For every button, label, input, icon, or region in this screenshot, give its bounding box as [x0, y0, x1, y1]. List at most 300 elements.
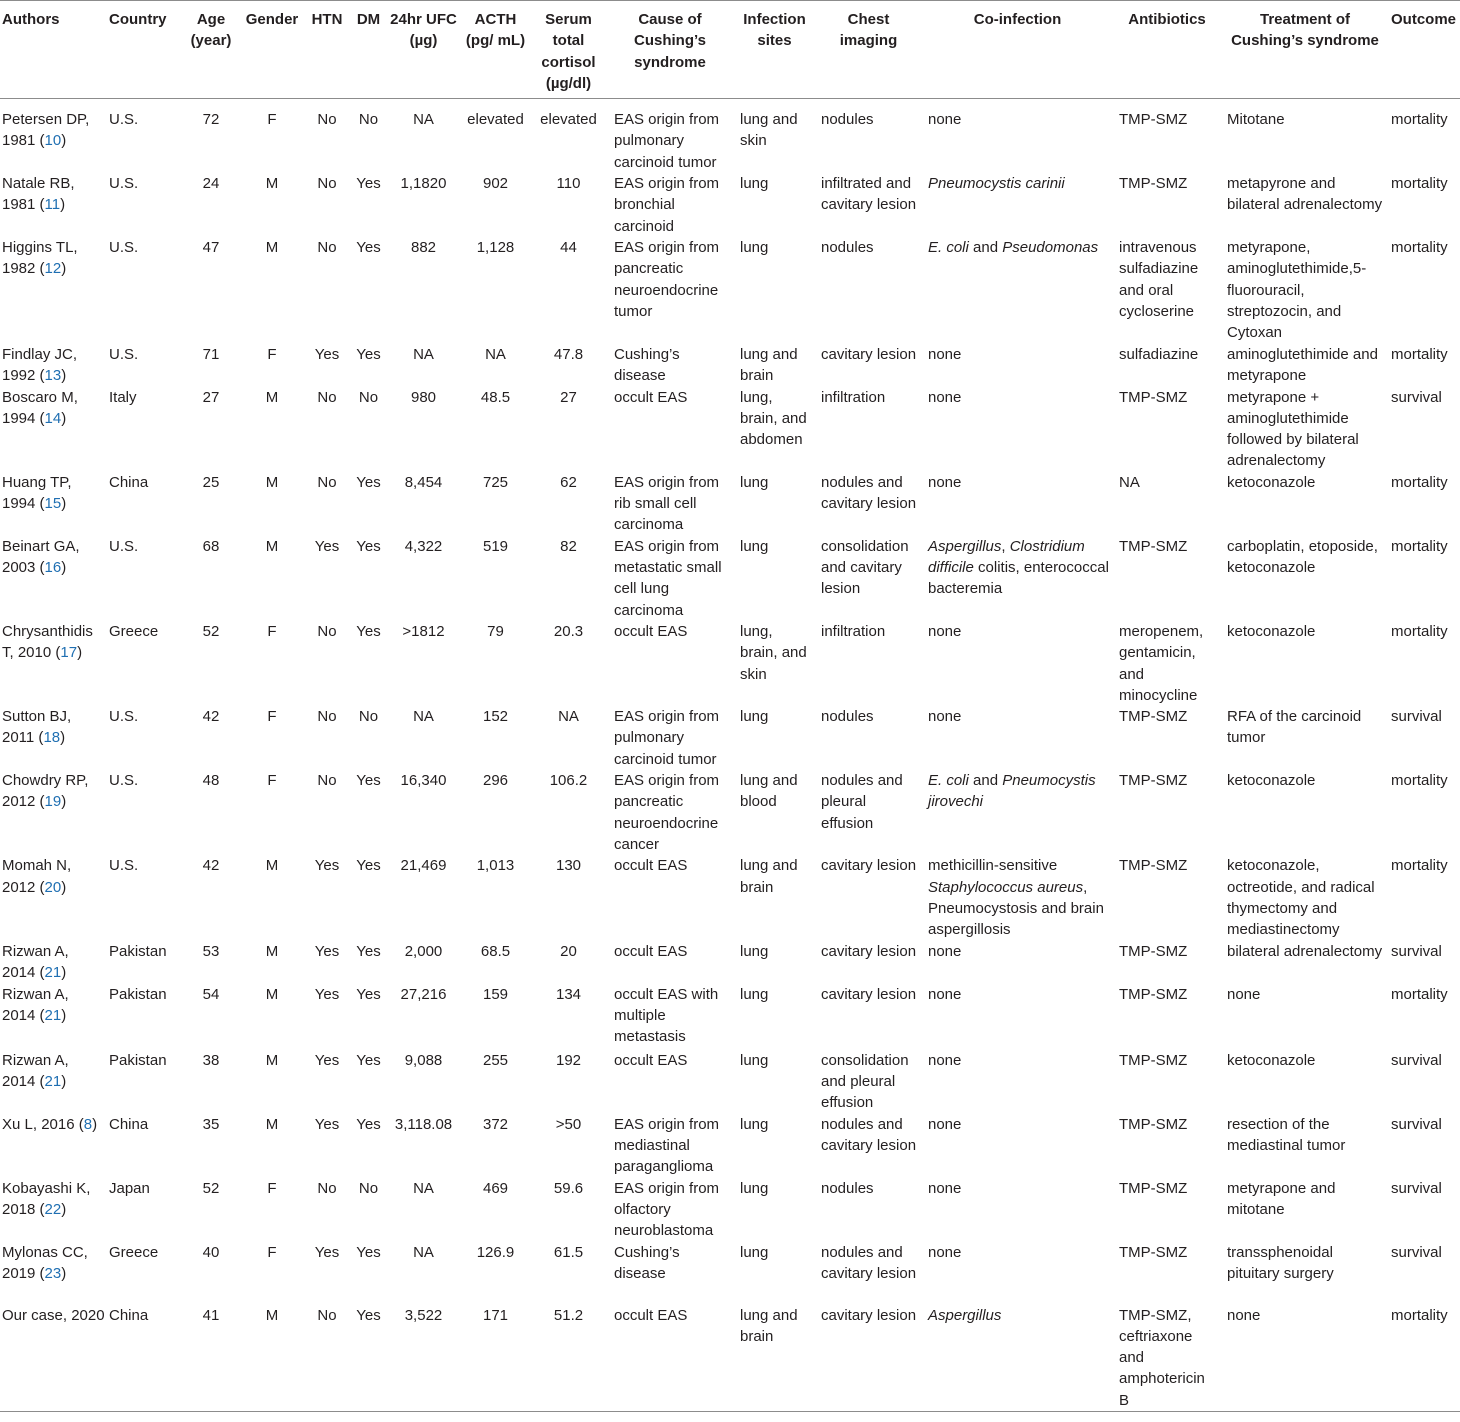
- cell-antibiotics: TMP-SMZ: [1119, 708, 1188, 726]
- cell-cortisol: 47.8: [553, 345, 584, 363]
- cell-age: 27: [202, 388, 220, 406]
- cell-htn: No: [317, 175, 337, 193]
- cell-author: Petersen DP, 1981 (10): [2, 111, 90, 150]
- cell-author: Natale RB, 1981 (11): [2, 175, 75, 214]
- cell-chest-imaging: nodules and cavitary lesion: [821, 1115, 917, 1154]
- cell-gender: M: [265, 175, 279, 193]
- table-row: [0, 344, 1460, 387]
- cell-infection-sites: lung, brain, and abdomen: [740, 388, 807, 449]
- cell-cause: occult EAS: [614, 1306, 688, 1324]
- cell-gender: F: [267, 345, 277, 363]
- cell-coinfection: methicillin-sensitive Staphylococcus aureus, Pneumocystosis and brain aspergillosis: [928, 857, 1104, 939]
- cell-chest-imaging: nodules: [821, 708, 874, 726]
- header-authors: Authors: [2, 11, 60, 28]
- table-row: [0, 706, 1460, 770]
- cell-cause: EAS origin from pancreatic neuroendocrine cancer: [614, 772, 720, 854]
- cell-cortisol: 20: [560, 942, 577, 960]
- cell-outcome: mortality: [1391, 239, 1448, 257]
- reference-link[interactable]: 18: [43, 729, 61, 747]
- cell-outcome: survival: [1391, 1243, 1442, 1261]
- table-row: [0, 99, 1460, 173]
- reference-link[interactable]: 10: [44, 132, 62, 150]
- cell-ufc: 3,522: [404, 1306, 443, 1324]
- cell-coinfection: E. coli and Pseudomonas: [928, 239, 1099, 257]
- cell-age: 52: [202, 1179, 220, 1197]
- cell-infection-sites: lung: [740, 1243, 769, 1261]
- cell-htn: No: [317, 111, 337, 129]
- cell-outcome: survival: [1391, 1051, 1442, 1069]
- cell-chest-imaging: cavitary lesion: [821, 1306, 917, 1324]
- cell-treatment: ketoconazole: [1227, 473, 1316, 491]
- cell-dm: Yes: [356, 473, 381, 491]
- author-name: Rizwan A, 2014: [2, 985, 69, 1024]
- cell-cortisol: 20.3: [553, 622, 584, 640]
- cell-dm: Yes: [356, 1115, 381, 1133]
- cell-chest-imaging: cavitary lesion: [821, 857, 917, 875]
- cell-antibiotics: TMP-SMZ: [1119, 1115, 1188, 1133]
- cell-dm: Yes: [356, 1051, 381, 1069]
- header-coinfection: Co-infection: [973, 11, 1062, 28]
- cell-country: U.S.: [109, 345, 139, 363]
- cell-author: Beinart GA, 2003 (16): [2, 537, 80, 577]
- author-name: Rizwan A, 2014: [2, 1051, 69, 1090]
- cell-coinfection: none: [928, 473, 962, 491]
- cell-ufc: 980: [410, 388, 437, 406]
- cell-age: 72: [202, 111, 220, 129]
- cell-author: Rizwan A, 2014 (21): [2, 1051, 69, 1090]
- cell-htn: No: [317, 1306, 337, 1324]
- table-header: [0, 1, 1460, 99]
- cell-age: 68: [202, 537, 220, 555]
- cell-dm: No: [358, 1179, 379, 1197]
- cell-coinfection: none: [928, 1051, 962, 1069]
- cell-cortisol: NA: [558, 708, 579, 726]
- cell-antibiotics: TMP-SMZ: [1119, 1179, 1188, 1197]
- author-name: Chrysanthidis T, 2010: [2, 622, 93, 662]
- cell-infection-sites: lung: [740, 1115, 769, 1133]
- cell-dm: Yes: [356, 857, 381, 875]
- cell-dm: Yes: [356, 345, 381, 363]
- reference-link[interactable]: 15: [44, 495, 62, 513]
- cell-outcome: mortality: [1391, 985, 1448, 1003]
- cell-htn: No: [317, 708, 337, 726]
- cell-age: 25: [202, 473, 220, 491]
- cell-infection-sites: lung: [740, 1051, 769, 1069]
- cell-age: 71: [202, 345, 220, 363]
- cell-age: 35: [202, 1115, 220, 1133]
- cell-age: 52: [202, 622, 220, 640]
- cell-cause: EAS origin from pulmonary carcinoid tumor: [614, 111, 720, 171]
- reference-link[interactable]: 21: [44, 1072, 62, 1090]
- cell-htn: Yes: [314, 1115, 340, 1133]
- reference-link[interactable]: 21: [44, 1006, 62, 1024]
- cell-infection-sites: lung and blood: [740, 772, 798, 811]
- cell-acth: 296: [482, 772, 509, 790]
- header-age: Age (year): [190, 11, 232, 50]
- cell-coinfection: none: [928, 111, 962, 129]
- cell-age: 48: [202, 772, 220, 790]
- header-antibiotics: Antibiotics: [1128, 11, 1206, 28]
- cell-gender: F: [267, 708, 277, 726]
- cell-author: [0, 1305, 107, 1412]
- cell-chest-imaging: infiltration: [821, 388, 886, 406]
- cell-gender: M: [265, 857, 279, 875]
- cell-cause: EAS origin from pulmonary carcinoid tumor: [614, 708, 720, 768]
- header-country: Country: [109, 11, 167, 28]
- cell-author: Xu L, 2016 (8): [2, 1115, 98, 1133]
- cell-treatment: none: [1227, 985, 1261, 1003]
- cell-author: Rizwan A, 2014 (21): [2, 942, 69, 981]
- table-row: [0, 1178, 1460, 1242]
- cell-htn: Yes: [314, 537, 340, 555]
- cell-ufc: 27,216: [400, 985, 447, 1003]
- table-row: [0, 1305, 1460, 1412]
- reference-link[interactable]: 19: [44, 793, 62, 811]
- cell-acth: elevated: [467, 111, 524, 129]
- cell-antibiotics: TMP-SMZ: [1119, 388, 1188, 406]
- cell-antibiotics: TMP-SMZ: [1119, 857, 1188, 875]
- cell-chest-imaging: nodules: [821, 111, 874, 129]
- reference-link[interactable]: 12: [44, 260, 62, 278]
- cell-infection-sites: lung: [740, 1179, 769, 1197]
- cell-coinfection: E. coli and Pneumocystis jirovechi: [928, 772, 1096, 811]
- cell-acth: 469: [482, 1179, 509, 1197]
- cell-infection-sites: lung: [740, 985, 769, 1003]
- author-name: Higgins TL, 1982: [2, 239, 78, 278]
- cell-acth: 48.5: [480, 388, 511, 406]
- author-name: Kobayashi K, 2018: [2, 1179, 91, 1218]
- cell-country: U.S.: [109, 111, 139, 129]
- reference-link[interactable]: 16: [44, 559, 62, 577]
- author-name: Beinart GA, 2003: [2, 537, 80, 577]
- cell-treatment: none: [1227, 1306, 1261, 1324]
- cell-ufc: NA: [413, 111, 434, 129]
- cell-treatment: ketoconazole: [1227, 772, 1316, 790]
- cell-author: Chrysanthidis T, 2010 (17): [2, 622, 93, 662]
- cell-ufc: 9,088: [404, 1051, 443, 1069]
- cell-cause: EAS origin from metastatic small cell lung carcinoma: [614, 537, 722, 619]
- cell-coinfection: Pneumocystis carinii: [928, 175, 1065, 193]
- author-name: Rizwan A, 2014: [2, 942, 69, 981]
- cell-cortisol: 106.2: [549, 772, 588, 790]
- cell-chest-imaging: nodules and cavitary lesion: [821, 1243, 917, 1282]
- cell-outcome: mortality: [1391, 772, 1448, 790]
- cell-author: Rizwan A, 2014 (21): [2, 985, 69, 1024]
- header-cause: Cause of Cushing’s syndrome: [634, 11, 706, 71]
- cell-age: 53: [202, 942, 220, 960]
- author-name: Natale RB, 1981: [2, 175, 75, 214]
- cell-ufc: 21,469: [400, 857, 447, 875]
- cell-country: U.S.: [109, 175, 139, 193]
- cell-chest-imaging: nodules: [821, 239, 874, 257]
- cell-dm: Yes: [356, 175, 381, 193]
- cell-ufc: 882: [410, 239, 437, 257]
- cell-acth: 79: [487, 622, 504, 640]
- cell-antibiotics: meropenem, gentamicin, and minocycline: [1119, 622, 1204, 704]
- cell-cause: occult EAS: [614, 1051, 688, 1069]
- cell-coinfection: none: [928, 622, 962, 640]
- cell-antibiotics: TMP-SMZ: [1119, 111, 1188, 129]
- cell-gender: F: [267, 111, 277, 129]
- cell-age: 41: [202, 1306, 220, 1324]
- cell-dm: Yes: [356, 772, 381, 790]
- cell-dm: Yes: [356, 985, 381, 1003]
- cell-coinfection: none: [928, 1243, 962, 1261]
- header-ufc: 24hr UFC (µg): [390, 11, 457, 50]
- cell-outcome: survival: [1391, 708, 1442, 726]
- cell-ufc: NA: [413, 708, 434, 726]
- cell-infection-sites: lung and skin: [740, 111, 798, 150]
- cell-dm: Yes: [356, 622, 381, 640]
- cell-infection-sites: lung and brain: [740, 857, 798, 896]
- cell-author: Higgins TL, 1982 (12): [2, 239, 78, 278]
- cell-gender: M: [265, 1306, 279, 1324]
- cell-infection-sites: lung: [740, 942, 769, 960]
- table-row: [0, 387, 1460, 472]
- cell-ufc: 8,454: [404, 473, 443, 491]
- header-htn: HTN: [311, 11, 343, 28]
- cell-acth: 902: [482, 175, 509, 193]
- cell-ufc: NA: [413, 1243, 434, 1261]
- cell-chest-imaging: nodules: [821, 1179, 874, 1197]
- cell-antibiotics: TMP-SMZ: [1119, 537, 1188, 555]
- cell-gender: M: [265, 1051, 279, 1069]
- cell-cause: EAS origin from mediastinal paraganglioma: [614, 1115, 720, 1176]
- reference-link[interactable]: 22: [44, 1200, 62, 1218]
- cell-infection-sites: lung and brain: [740, 345, 798, 384]
- cell-coinfection: none: [928, 388, 962, 406]
- cell-treatment: metapyrone and bilateral adrenalectomy: [1227, 175, 1383, 214]
- cell-gender: M: [265, 388, 279, 406]
- cell-antibiotics: TMP-SMZ: [1119, 175, 1188, 193]
- cell-infection-sites: lung: [740, 708, 769, 726]
- cell-country: China: [109, 1115, 149, 1133]
- cell-cortisol: 110: [556, 175, 581, 193]
- cell-cause: Cushing’s disease: [614, 345, 680, 384]
- cell-cortisol: 134: [555, 985, 582, 1003]
- cell-dm: Yes: [356, 239, 381, 257]
- cell-country: Italy: [109, 388, 137, 406]
- cell-htn: No: [317, 388, 337, 406]
- cell-gender: M: [265, 239, 279, 257]
- cell-treatment: ketoconazole: [1227, 622, 1316, 640]
- cell-treatment: metyrapone, aminoglutethimide,5-fluorouracil, streptozocin, and Cytoxan: [1227, 239, 1367, 342]
- cell-ufc: 2,000: [404, 942, 443, 960]
- cell-gender: M: [265, 537, 279, 555]
- cell-htn: No: [317, 1179, 337, 1197]
- cell-treatment: bilateral adrenalectomy: [1227, 942, 1383, 960]
- cell-htn: Yes: [314, 857, 340, 875]
- cell-outcome: mortality: [1391, 345, 1448, 363]
- cell-country: U.S.: [109, 537, 139, 555]
- cell-age: 24: [202, 175, 220, 193]
- cell-coinfection: none: [928, 1179, 962, 1197]
- cell-chest-imaging: consolidation and cavitary lesion: [821, 537, 909, 598]
- cell-author: Kobayashi K, 2018 (22): [2, 1179, 91, 1218]
- cell-dm: Yes: [356, 942, 381, 960]
- cell-outcome: mortality: [1391, 857, 1448, 875]
- cell-treatment: aminoglutethimide and metyrapone: [1227, 345, 1378, 384]
- cell-chest-imaging: cavitary lesion: [821, 985, 917, 1003]
- cell-ufc: 1,1820: [400, 175, 447, 193]
- cell-treatment: transsphenoidal pituitary surgery: [1227, 1243, 1334, 1282]
- cell-gender: M: [265, 473, 279, 491]
- cell-coinfection: none: [928, 1115, 962, 1133]
- cell-chest-imaging: infiltration: [821, 622, 886, 640]
- cell-treatment: Mitotane: [1227, 111, 1285, 129]
- cell-cortisol: 62: [560, 473, 577, 491]
- cell-age: 47: [202, 239, 220, 257]
- reference-link[interactable]: 23: [44, 1264, 62, 1282]
- cell-htn: No: [317, 772, 337, 790]
- cell-infection-sites: lung: [740, 175, 769, 193]
- table-row: [0, 1242, 1460, 1305]
- cell-ufc: NA: [413, 1179, 434, 1197]
- cell-author: Mylonas CC, 2019 (23): [2, 1243, 88, 1282]
- cell-antibiotics: TMP-SMZ: [1119, 985, 1188, 1003]
- cell-cause: EAS origin from bronchial carcinoid: [614, 175, 720, 235]
- author-name: Our case, 2020: [2, 1306, 105, 1324]
- cell-acth: 519: [482, 537, 509, 555]
- cell-outcome: mortality: [1391, 622, 1448, 640]
- cell-acth: 1,013: [476, 857, 515, 875]
- author-name: Momah N, 2012: [2, 857, 72, 896]
- header-row: [0, 1, 1460, 99]
- cell-htn: Yes: [314, 942, 340, 960]
- header-dm: DM: [356, 11, 381, 28]
- cell-gender: M: [265, 1115, 279, 1133]
- cell-cortisol: elevated: [540, 111, 597, 129]
- cell-cortisol: 82: [560, 537, 577, 555]
- cell-dm: No: [358, 388, 379, 406]
- reference-link[interactable]: 17: [60, 644, 78, 662]
- cell-country: U.S.: [109, 708, 139, 726]
- cell-antibiotics: TMP-SMZ, ceftriaxone and amphotericin B: [1119, 1306, 1205, 1409]
- cell-country: Pakistan: [109, 985, 167, 1003]
- cell-acth: 152: [482, 708, 509, 726]
- table-row: [0, 536, 1460, 621]
- cell-cause: EAS origin from rib small cell carcinoma: [614, 473, 720, 534]
- cell-acth: 1,128: [476, 239, 515, 257]
- cell-age: 40: [202, 1243, 220, 1261]
- cell-cause: EAS origin from olfactory neuroblastoma: [614, 1179, 720, 1240]
- cell-country: Greece: [109, 1243, 159, 1261]
- cell-cause: occult EAS: [614, 622, 688, 640]
- cell-coinfection: none: [928, 345, 962, 363]
- cell-dm: Yes: [356, 537, 381, 555]
- author-name: Findlay JC, 1992: [2, 345, 78, 384]
- cell-dm: Yes: [356, 1306, 381, 1324]
- cell-chest-imaging: cavitary lesion: [821, 942, 917, 960]
- cell-coinfection: none: [928, 985, 962, 1003]
- cell-author: Chowdry RP, 2012 (19): [2, 772, 89, 811]
- cell-antibiotics: sulfadiazine: [1119, 345, 1199, 363]
- cell-antibiotics: intravenous sulfadiazine and oral cycloserine: [1119, 239, 1199, 320]
- cell-treatment: metyrapone + aminoglutethimide followed by bilateral adrenalectomy: [1227, 388, 1359, 470]
- cell-gender: M: [265, 985, 279, 1003]
- header-infection-sites: Infection sites: [743, 11, 806, 50]
- table-row: [0, 472, 1460, 536]
- cell-country: Greece: [109, 622, 159, 640]
- reference-link[interactable]: 14: [44, 409, 62, 427]
- cell-htn: No: [317, 622, 337, 640]
- cell-cause: occult EAS: [614, 388, 688, 406]
- cell-htn: Yes: [314, 1243, 340, 1261]
- cell-gender: F: [267, 1243, 277, 1261]
- cell-outcome: survival: [1391, 1179, 1442, 1197]
- cell-gender: F: [267, 622, 277, 640]
- cell-chest-imaging: nodules and cavitary lesion: [821, 473, 917, 513]
- cell-age: 54: [202, 985, 220, 1003]
- cell-cause: Cushing’s disease: [614, 1243, 680, 1282]
- reference-link[interactable]: 8: [83, 1115, 93, 1133]
- cell-gender: F: [267, 1179, 277, 1197]
- cell-chest-imaging: nodules and pleural effusion: [821, 772, 903, 832]
- cell-outcome: survival: [1391, 1115, 1442, 1133]
- cell-dm: No: [358, 111, 379, 129]
- header-gender: Gender: [245, 11, 299, 28]
- cell-htn: No: [317, 239, 337, 257]
- cell-acth: 159: [482, 985, 509, 1003]
- cell-htn: Yes: [314, 1051, 340, 1069]
- cell-outcome: mortality: [1391, 1306, 1448, 1324]
- cell-author: Boscaro M, 1994 (14): [2, 388, 78, 427]
- cell-country: U.S.: [109, 857, 139, 875]
- cell-coinfection: Aspergillus: [928, 1306, 1002, 1324]
- header-treatment: Treatment of Cushing’s syndrome: [1231, 11, 1379, 50]
- cell-outcome: survival: [1391, 388, 1442, 406]
- cell-treatment: carboplatin, etoposide, ketoconazole: [1227, 537, 1378, 577]
- cell-age: 38: [202, 1051, 220, 1069]
- cell-author: Huang TP, 1994 (15): [2, 473, 72, 513]
- cell-antibiotics: TMP-SMZ: [1119, 1051, 1188, 1069]
- cell-ufc: >1812: [402, 622, 445, 640]
- cell-chest-imaging: cavitary lesion: [821, 345, 917, 363]
- cell-country: Pakistan: [109, 942, 167, 960]
- table-body: [0, 99, 1460, 1412]
- author-name: Mylonas CC, 2019: [2, 1243, 88, 1282]
- table-row: [0, 1050, 1460, 1114]
- cell-age: 42: [202, 708, 220, 726]
- reference-link[interactable]: 20: [44, 878, 62, 896]
- cell-dm: No: [358, 708, 379, 726]
- cell-cause: occult EAS: [614, 942, 688, 960]
- cell-ufc: 4,322: [404, 537, 443, 555]
- cell-infection-sites: lung, brain, and skin: [740, 622, 807, 683]
- reference-link[interactable]: 21: [44, 963, 62, 981]
- cell-cause: EAS origin from pancreatic neuroendocrine tumor: [614, 239, 720, 320]
- author-name: Boscaro M, 1994: [2, 388, 78, 427]
- cell-outcome: mortality: [1391, 473, 1448, 491]
- cell-cortisol: 130: [555, 857, 582, 875]
- cell-outcome: mortality: [1391, 111, 1448, 129]
- reference-link[interactable]: 13: [44, 366, 62, 384]
- table-row: [0, 173, 1460, 237]
- cell-coinfection: none: [928, 942, 962, 960]
- cell-htn: Yes: [314, 985, 340, 1003]
- cell-treatment: ketoconazole, octreotide, and radical thymectomy and mediastinectomy: [1227, 857, 1375, 939]
- reference-link[interactable]: 11: [44, 196, 61, 214]
- cell-acth: 126.9: [476, 1243, 515, 1261]
- cell-acth: 68.5: [480, 942, 511, 960]
- table-row: [0, 621, 1460, 706]
- cell-outcome: mortality: [1391, 175, 1448, 193]
- cell-cause: occult EAS: [614, 857, 688, 875]
- cell-chest-imaging: infiltrated and cavitary lesion: [821, 175, 917, 214]
- cell-author: Findlay JC, 1992 (13): [2, 345, 78, 384]
- cell-cortisol: 61.5: [553, 1243, 584, 1261]
- cell-acth: 255: [482, 1051, 509, 1069]
